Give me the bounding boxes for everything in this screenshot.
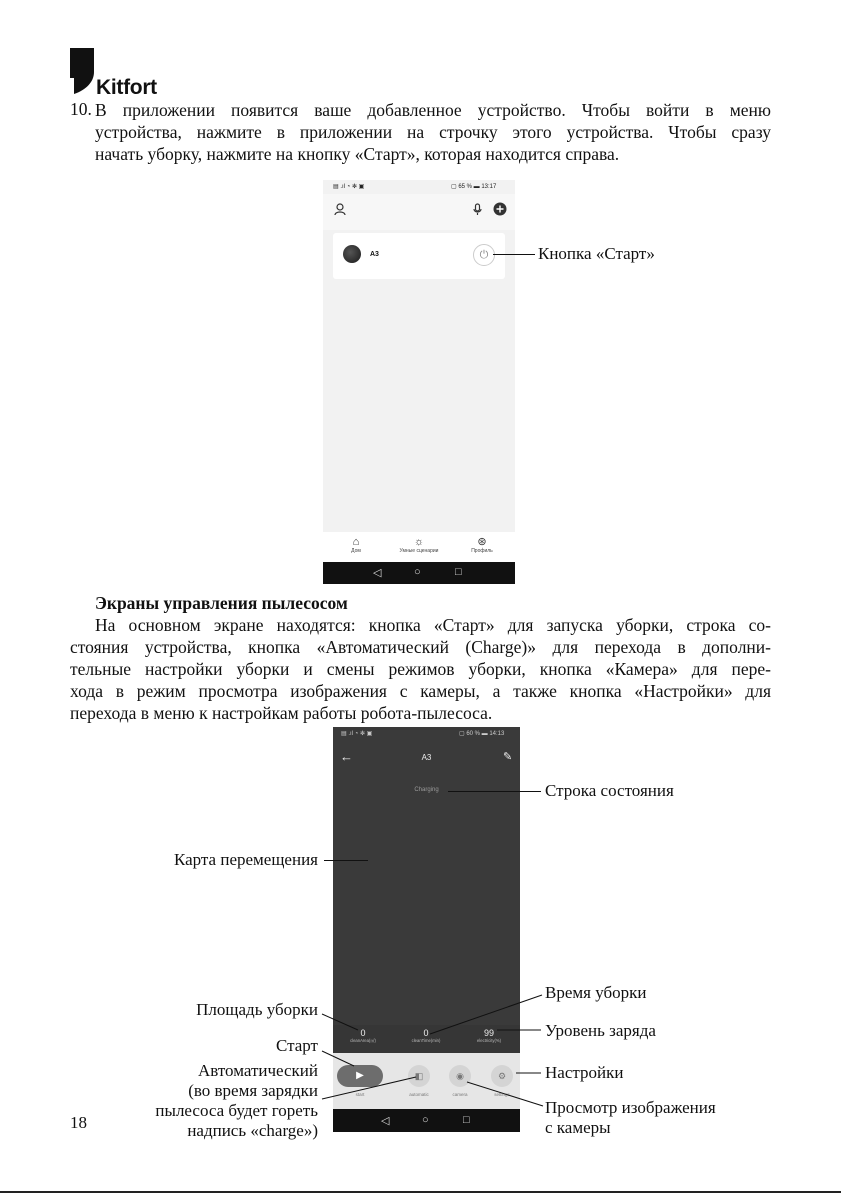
page-number: 18 — [70, 1113, 87, 1132]
automatic-icon: ◧ — [414, 1071, 424, 1081]
step-number: 10. — [70, 99, 92, 119]
control-label: automatic — [409, 1092, 429, 1097]
device-state: Charging — [414, 787, 439, 793]
leader-clean-time — [430, 995, 542, 1034]
gear-icon: ⚙ — [497, 1071, 507, 1081]
control-label: camera — [452, 1092, 468, 1097]
callout-status-line: Строка состояния — [545, 781, 674, 800]
callout-clean-area: Площадь уборки — [196, 1000, 318, 1019]
section-line: стояния устройства, кнопка «Автоматический (Charge)» для перехода в дополни- — [70, 637, 771, 657]
callout-line-text: Просмотр изображения — [545, 1098, 716, 1117]
status-right: ▢ 65 % ▬ 13:17 — [451, 184, 497, 190]
section-line: тельные настройки уборки и смены режимов уборки, кнопка «Камера» для пере- — [70, 659, 771, 679]
back-icon[interactable]: ◁ — [381, 1115, 390, 1127]
nav-label: Умные сценарии — [399, 548, 439, 554]
status-right: ▢ 60 % ▬ 14:13 — [459, 731, 505, 737]
leader-automatic — [322, 1077, 416, 1099]
stat-label: cleanArea(㎡) — [350, 1038, 376, 1043]
leader-clean-area — [322, 1014, 358, 1030]
stat-label: cleanTime(min) — [411, 1038, 441, 1043]
back-arrow-icon[interactable]: ← — [340, 749, 353, 764]
callout-battery: Уровень заряда — [545, 1021, 656, 1040]
power-icon: ⏻ — [479, 249, 489, 261]
section-line: перехода в меню к настройкам работы робота-пылесоса. — [70, 703, 493, 723]
callout-start-button: Кнопка «Старт» — [538, 244, 655, 263]
callout-line-text: с камеры — [545, 1118, 611, 1137]
stat-value: 99 — [483, 1028, 494, 1038]
stat-label: electricity(%) — [477, 1038, 501, 1043]
home-icon: ⌂ — [352, 536, 360, 548]
stat-value: 0 — [423, 1028, 429, 1038]
footer-rule — [0, 1191, 841, 1193]
control-label: settings — [494, 1092, 510, 1097]
sun-icon: ☼ — [413, 536, 425, 548]
section-line: На основном экране находятся: кнопка «Старт» для запуска уборки, строка со- — [95, 615, 771, 635]
callout-line-text: Автоматический — [197, 1061, 318, 1080]
screen-title: A3 — [421, 753, 432, 762]
callout-map: Карта перемещения — [173, 850, 318, 869]
nav-label: Профиль — [471, 548, 493, 554]
nav-label: Дом — [351, 548, 361, 554]
callout-clean-time: Время уборки — [545, 983, 647, 1002]
status-left: ▤ .ıl ◔ ✻ ▣ — [341, 731, 373, 737]
control-label: start — [355, 1092, 365, 1097]
callout-settings: Настройки — [545, 1063, 624, 1082]
brand-name: Kitfort — [96, 76, 157, 99]
device-name: A3 — [370, 251, 379, 258]
callout-line-text: пылесоса будет гореть — [155, 1101, 318, 1120]
camera-icon: ◉ — [456, 1071, 464, 1081]
recents-icon[interactable]: □ — [455, 566, 462, 578]
back-icon[interactable]: ◁ — [373, 567, 382, 579]
profile-icon: ⊛ — [477, 536, 487, 548]
callout-line-text: надпись «charge») — [187, 1121, 318, 1140]
callout-start: Старт — [275, 1036, 318, 1055]
step-line: устройства, нажмите в приложении на строчку этого устройства. Чтобы сразу — [95, 122, 771, 142]
home-circle-icon[interactable]: ○ — [414, 566, 421, 578]
play-icon: ▶ — [356, 1070, 364, 1081]
stat-value: 0 — [360, 1028, 366, 1038]
section-heading: Экраны управления пылесосом — [95, 593, 348, 613]
section-line: хода в режим просмотра изображения с камеры, а также кнопка «Настройки» для — [70, 681, 771, 701]
step-line: начать уборку, нажмите на кнопку «Старт», которая находится справа. — [95, 144, 620, 164]
status-left: ▤ .ıl ◔ ✻ ▣ — [333, 184, 365, 190]
leader-camera — [467, 1082, 543, 1106]
recents-icon[interactable]: □ — [463, 1114, 470, 1126]
step-line: В приложении появится ваше добавленное устройство. Чтобы войти в меню — [95, 100, 771, 120]
callout-line-text: (во время зарядки — [188, 1081, 318, 1100]
home-circle-icon[interactable]: ○ — [422, 1114, 429, 1126]
leader-start — [322, 1051, 354, 1066]
edit-pencil-icon[interactable]: ✎ — [503, 751, 513, 763]
